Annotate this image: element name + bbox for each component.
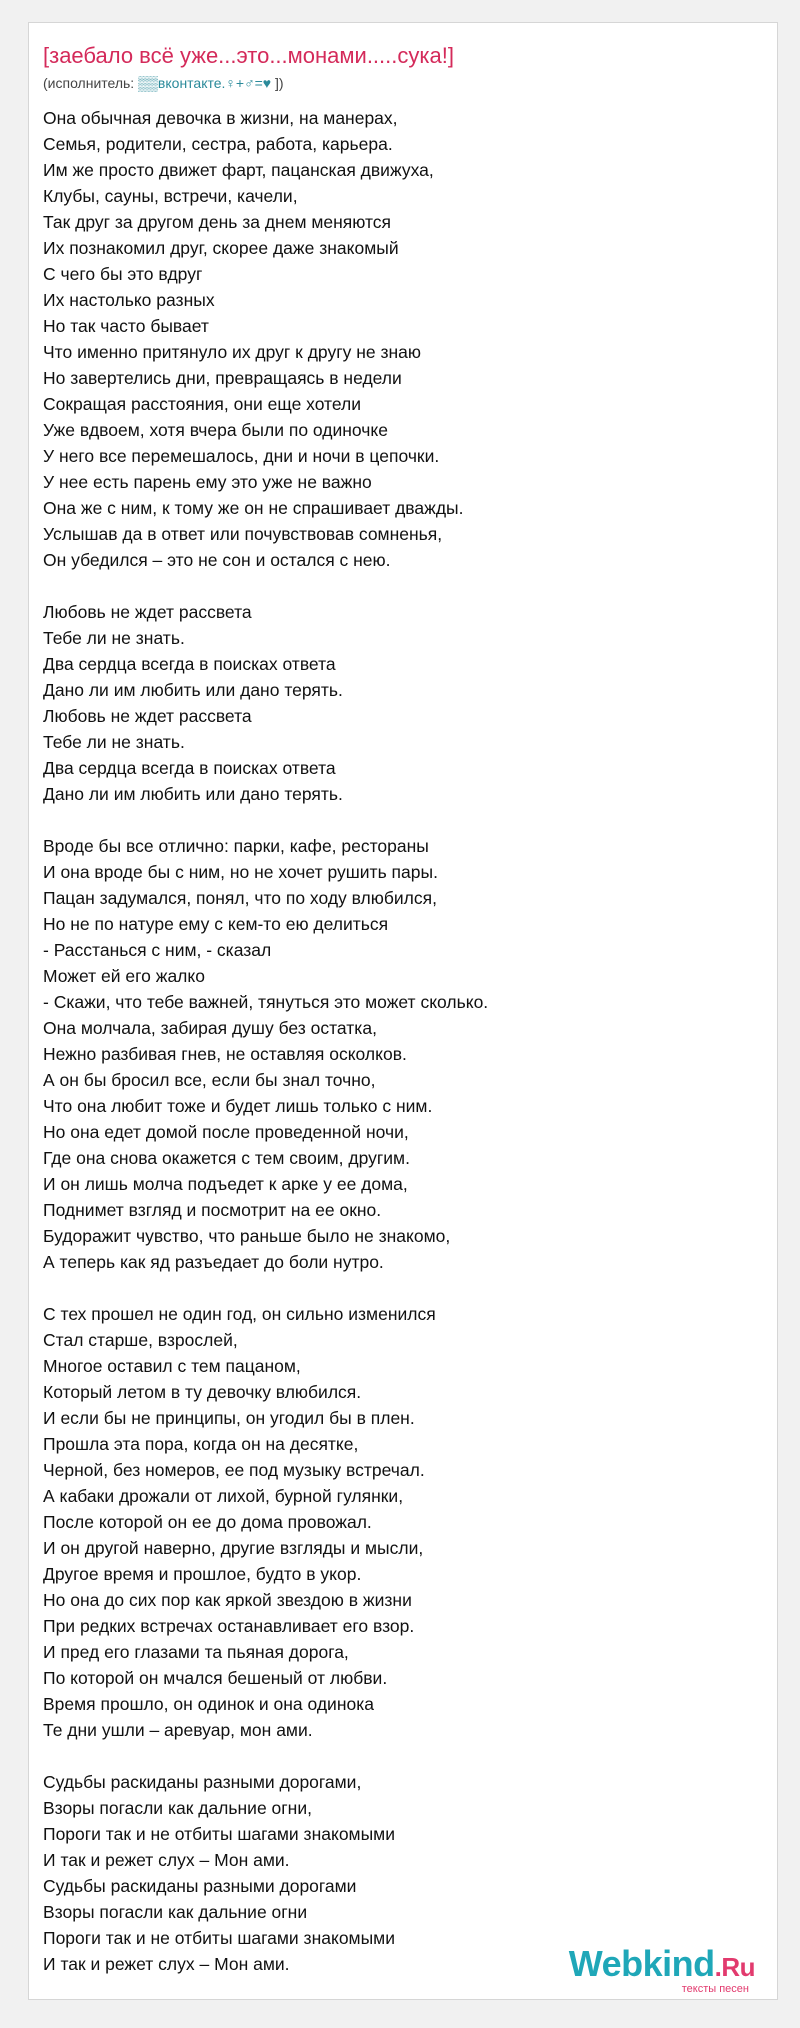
lyric-line: И она вроде бы с ним, но не хочет рушить пары. — [43, 862, 438, 882]
lyric-line: Два сердца всегда в поисках ответа — [43, 654, 336, 674]
lyric-line: Она обычная девочка в жизни, на манерах, — [43, 108, 398, 128]
lyric-line: И он другой наверно, другие взгляды и мысли, — [43, 1538, 424, 1558]
lyric-line: И пред его глазами та пьяная дорога, — [43, 1642, 349, 1662]
lyric-line: И так и режет слух – Мон ами. — [43, 1850, 290, 1870]
lyric-line: И так и режет слух – Мон ами. — [43, 1954, 290, 1974]
lyric-line: Где она снова окажется с тем своим, другим. — [43, 1148, 410, 1168]
lyric-line: Будоражит чувство, что раньше было не знакомо, — [43, 1226, 451, 1246]
lyric-line: После которой он ее до дома провожал. — [43, 1512, 372, 1532]
lyric-line: Их познакомил друг, скорее даже знакомый — [43, 238, 399, 258]
lyric-line: Время прошло, он одинок и она одинока — [43, 1694, 374, 1714]
lyric-line: Дано ли им любить или дано терять. — [43, 680, 343, 700]
lyric-line: Но не по натуре ему с кем-то ею делиться — [43, 914, 389, 934]
lyric-line: Их настолько разных — [43, 290, 215, 310]
lyric-line: Тебе ли не знать. — [43, 628, 185, 648]
lyric-line: Нежно разбивая гнев, не оставляя осколков. — [43, 1044, 407, 1064]
lyric-line: Вроде бы все отлично: парки, кафе, рестораны — [43, 836, 429, 856]
lyric-line: Может ей его жалко — [43, 966, 205, 986]
lyric-line: С чего бы это вдруг — [43, 264, 203, 284]
lyric-line: Стал старше, взрослей, — [43, 1330, 238, 1350]
lyric-line: Им же просто движет фарт, пацанская движуха, — [43, 160, 434, 180]
lyric-line: Семья, родители, сестра, работа, карьера. — [43, 134, 393, 154]
lyric-line: А теперь как яд разъедает до боли нутро. — [43, 1252, 384, 1272]
lyrics-stanza — [43, 105, 763, 573]
artist-line — [43, 75, 284, 91]
lyric-line: Судьбы раскиданы разными дорогами, — [43, 1772, 362, 1792]
lyric-line: И если бы не принципы, он угодил бы в плен. — [43, 1408, 415, 1428]
lyric-line: Поднимет взгляд и посмотрит на ее окно. — [43, 1200, 382, 1220]
lyric-line: - Расстанься с ним, - сказал — [43, 940, 272, 960]
logo-subtitle: тексты песен — [681, 1983, 749, 1995]
lyric-line: А кабаки дрожали от лихой, бурной гулянки, — [43, 1486, 404, 1506]
lyric-line: Судьбы раскиданы разными дорогами — [43, 1876, 357, 1896]
song-title: [заебало всё уже...это...монами.....сука!] — [43, 43, 454, 68]
lyric-line: Взоры погасли как дальние огни — [43, 1902, 308, 1922]
lyric-line: Она молчала, забирая душу без остатка, — [43, 1018, 377, 1038]
lyric-line: Любовь не ждет рассвета — [43, 602, 252, 622]
lyric-line: Любовь не ждет рассвета — [43, 706, 252, 726]
logo-wordmark — [568, 1943, 755, 1985]
lyric-line: Который летом в ту девочку влюбился. — [43, 1382, 362, 1402]
lyrics-card — [28, 22, 778, 2000]
lyric-line: Услышав да в ответ или почувствовав сомненья, — [43, 524, 443, 544]
lyric-line: Но так часто бывает — [43, 316, 209, 336]
lyric-line: Прошла эта пора, когда он на десятке, — [43, 1434, 359, 1454]
lyric-line: А он бы бросил все, если бы знал точно, — [43, 1070, 376, 1090]
lyric-line: Но завертелись дни, превращаясь в недели — [43, 368, 402, 388]
lyrics-body — [43, 105, 763, 2003]
lyric-line: Два сердца всегда в поисках ответа — [43, 758, 336, 778]
logo-tld: .Ru — [714, 1952, 755, 1982]
lyric-line: Тебе ли не знать. — [43, 732, 185, 752]
lyric-line: Те дни ушли – аревуар, мон ами. — [43, 1720, 313, 1740]
lyric-line: Так друг за другом день за днем меняются — [43, 212, 392, 232]
lyric-line: По которой он мчался бешеный от любви. — [43, 1668, 388, 1688]
lyric-line: Но она едет домой после проведенной ночи, — [43, 1122, 409, 1142]
lyrics-stanza — [43, 599, 763, 807]
lyric-line: Пороги так и не отбиты шагами знакомыми — [43, 1824, 395, 1844]
lyric-line: Сокращая расстояния, они еще хотели — [43, 394, 362, 414]
lyric-line: Клубы, сауны, встречи, качели, — [43, 186, 298, 206]
lyrics-stanza — [43, 833, 763, 1275]
logo-main-text: Webkind — [568, 1943, 715, 1984]
lyric-line: Другое время и прошлое, будто в укор. — [43, 1564, 362, 1584]
lyric-line: Пороги так и не отбиты шагами знакомыми — [43, 1928, 395, 1948]
lyric-line: - Скажи, что тебе важней, тянуться это может сколько. — [43, 992, 489, 1012]
lyric-line: Многое оставил с тем пацаном, — [43, 1356, 301, 1376]
lyric-line: У нее есть парень ему это уже не важно — [43, 472, 372, 492]
lyric-line: Дано ли им любить или дано терять. — [43, 784, 343, 804]
lyric-line: Взоры погасли как дальние огни, — [43, 1798, 312, 1818]
lyric-line: При редких встречах останавливает его взор. — [43, 1616, 415, 1636]
lyric-line: Уже вдвоем, хотя вчера были по одиночке — [43, 420, 388, 440]
lyric-line: Что она любит тоже и будет лишь только с ним. — [43, 1096, 433, 1116]
lyric-line: С тех прошел не один год, он сильно изменился — [43, 1304, 436, 1324]
lyrics-stanza — [43, 1301, 763, 1743]
lyric-line: Но она до сих пор как яркой звездою в жизни — [43, 1590, 412, 1610]
artist-link[interactable]: ▒▒вконтакте.♀+♂=♥ — [138, 75, 272, 91]
lyric-line: Что именно притянуло их друг к другу не знаю — [43, 342, 421, 362]
lyric-line: Пацан задумался, понял, что по ходу влюбился, — [43, 888, 437, 908]
lyric-line: Он убедился – это не сон и остался с нею. — [43, 550, 391, 570]
lyric-line: Черной, без номеров, ее под музыку встречал. — [43, 1460, 425, 1480]
artist-suffix: ]) — [271, 75, 284, 91]
lyric-line: Она же с ним, к тому же он не спрашивает дважды. — [43, 498, 464, 518]
lyric-line: И он лишь молча подъедет к арке у ее дома, — [43, 1174, 408, 1194]
artist-prefix: (исполнитель: — [43, 75, 139, 91]
webkind-logo[interactable] — [568, 1943, 755, 1995]
lyric-line: У него все перемешалось, дни и ночи в цепочки. — [43, 446, 440, 466]
